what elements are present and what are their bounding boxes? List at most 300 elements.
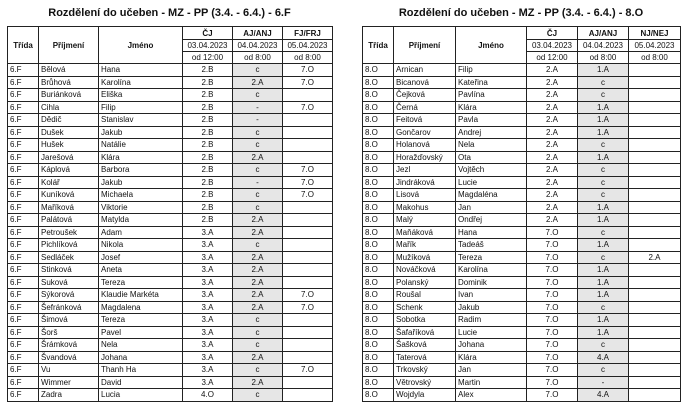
cell-prijmeni: Arnican xyxy=(394,64,456,77)
cell-prijmeni: Šorš xyxy=(39,326,99,339)
cell-room-aj: 1.A xyxy=(578,264,629,277)
cell-room-3 xyxy=(283,226,333,239)
cell-room-3 xyxy=(283,239,333,252)
cell-room-3 xyxy=(283,276,333,289)
cell-prijmeni: Cihla xyxy=(39,101,99,114)
cell-room-cj: 7.O xyxy=(527,314,578,327)
cell-room-3 xyxy=(283,339,333,352)
header-col-cj: ČJ xyxy=(183,27,233,40)
cell-room-cj: 2.B xyxy=(183,64,233,77)
cell-jmeno: Pavla xyxy=(456,114,527,127)
cell-trida: 8.O xyxy=(363,301,394,314)
cell-prijmeni: Šrámková xyxy=(39,339,99,352)
cell-room-cj: 7.O xyxy=(527,239,578,252)
cell-prijmeni: Malý xyxy=(394,214,456,227)
cell-room-cj: 2.A xyxy=(527,89,578,102)
cell-trida: 6.F xyxy=(8,101,39,114)
cell-room-aj: 1.A xyxy=(578,326,629,339)
table-row xyxy=(363,314,681,327)
cell-room-aj: 1.A xyxy=(578,314,629,327)
table-row xyxy=(363,389,681,402)
table-row xyxy=(363,289,681,302)
header-date: 03.04.2023 xyxy=(527,40,578,52)
cell-trida: 8.O xyxy=(363,239,394,252)
cell-jmeno: Adam xyxy=(99,226,183,239)
cell-room-aj: c xyxy=(233,326,283,339)
cell-trida: 8.O xyxy=(363,176,394,189)
table-row xyxy=(8,239,333,252)
header-prijmeni: Příjmení xyxy=(39,27,99,64)
cell-prijmeni: Holanová xyxy=(394,139,456,152)
cell-prijmeni: Wojdyla xyxy=(394,389,456,402)
cell-room-aj: c xyxy=(578,364,629,377)
cell-jmeno: Jan xyxy=(456,364,527,377)
cell-trida: 6.F xyxy=(8,351,39,364)
cell-room-aj: c xyxy=(578,76,629,89)
cell-trida: 8.O xyxy=(363,389,394,402)
cell-room-cj: 7.O xyxy=(527,289,578,302)
cell-trida: 8.O xyxy=(363,339,394,352)
cell-room-3 xyxy=(629,389,681,402)
cell-room-cj: 2.B xyxy=(183,214,233,227)
cell-room-3 xyxy=(629,176,681,189)
cell-room-cj: 2.B xyxy=(183,126,233,139)
cell-room-aj: 2.A xyxy=(233,76,283,89)
cell-room-3 xyxy=(629,264,681,277)
cell-jmeno: Eliška xyxy=(99,89,183,102)
cell-trida: 6.F xyxy=(8,201,39,214)
header-time: od 12:00 xyxy=(183,52,233,64)
cell-prijmeni: Pichlíková xyxy=(39,239,99,252)
cell-room-aj: c xyxy=(578,226,629,239)
cell-room-3 xyxy=(283,376,333,389)
cell-room-aj: 2.A xyxy=(233,214,283,227)
table-row xyxy=(8,151,333,164)
table-row xyxy=(8,201,333,214)
cell-room-cj: 7.O xyxy=(527,339,578,352)
cell-prijmeni: Švandová xyxy=(39,351,99,364)
table-row xyxy=(363,101,681,114)
cell-jmeno: Thanh Ha xyxy=(99,364,183,377)
header-time: od 12:00 xyxy=(527,52,578,64)
table-row xyxy=(363,264,681,277)
cell-prijmeni: Čejková xyxy=(394,89,456,102)
cell-room-aj: c xyxy=(233,364,283,377)
header-time: od 8:00 xyxy=(283,52,333,64)
table-row xyxy=(8,289,333,302)
cell-trida: 6.F xyxy=(8,314,39,327)
cell-room-3 xyxy=(283,326,333,339)
cell-room-cj: 2.B xyxy=(183,101,233,114)
cell-trida: 8.O xyxy=(363,364,394,377)
cell-room-cj: 3.A xyxy=(183,339,233,352)
cell-room-cj: 2.B xyxy=(183,201,233,214)
cell-room-3 xyxy=(629,214,681,227)
cell-prijmeni: Jarešová xyxy=(39,151,99,164)
cell-room-cj: 7.O xyxy=(527,251,578,264)
cell-prijmeni: Káplová xyxy=(39,164,99,177)
cell-room-3 xyxy=(283,151,333,164)
cell-prijmeni: Šefránková xyxy=(39,301,99,314)
cell-room-3 xyxy=(629,64,681,77)
cell-room-aj: c xyxy=(578,176,629,189)
cell-trida: 8.O xyxy=(363,201,394,214)
cell-jmeno: Aneta xyxy=(99,264,183,277)
cell-jmeno: Hana xyxy=(99,64,183,77)
cell-room-cj: 3.A xyxy=(183,326,233,339)
cell-room-3 xyxy=(629,151,681,164)
table-row xyxy=(363,89,681,102)
cell-trida: 8.O xyxy=(363,351,394,364)
table-row xyxy=(363,126,681,139)
cell-room-3: 7.O xyxy=(283,76,333,89)
cell-room-aj: 2.A xyxy=(233,226,283,239)
cell-room-cj: 2.B xyxy=(183,114,233,127)
cell-jmeno: Jan xyxy=(456,201,527,214)
cell-room-3 xyxy=(629,276,681,289)
cell-room-aj: c xyxy=(578,189,629,202)
cell-room-cj: 3.A xyxy=(183,376,233,389)
cell-room-3 xyxy=(629,89,681,102)
cell-prijmeni: Sýkorová xyxy=(39,289,99,302)
table-row xyxy=(8,76,333,89)
cell-room-aj: 1.A xyxy=(578,151,629,164)
table-row xyxy=(8,351,333,364)
cell-trida: 6.F xyxy=(8,376,39,389)
cell-jmeno: Jakub xyxy=(99,126,183,139)
cell-prijmeni: Feitová xyxy=(394,114,456,127)
cell-jmeno: Vojtěch xyxy=(456,164,527,177)
cell-room-cj: 3.A xyxy=(183,276,233,289)
table-row xyxy=(8,389,333,402)
cell-room-3 xyxy=(283,139,333,152)
cell-jmeno: Klára xyxy=(456,351,527,364)
cell-room-3: 7.O xyxy=(283,64,333,77)
table-row xyxy=(8,226,333,239)
cell-trida: 8.O xyxy=(363,214,394,227)
cell-room-cj: 7.O xyxy=(527,326,578,339)
cell-jmeno: Johana xyxy=(99,351,183,364)
cell-trida: 8.O xyxy=(363,251,394,264)
cell-trida: 8.O xyxy=(363,101,394,114)
header-jmeno: Jméno xyxy=(456,27,527,64)
cell-room-aj: 2.A xyxy=(233,264,283,277)
table-row xyxy=(363,164,681,177)
cell-trida: 6.F xyxy=(8,64,39,77)
cell-room-cj: 7.O xyxy=(527,364,578,377)
cell-trida: 6.F xyxy=(8,289,39,302)
cell-room-3 xyxy=(629,101,681,114)
cell-jmeno: Karolína xyxy=(99,76,183,89)
cell-jmeno: Alex xyxy=(456,389,527,402)
cell-room-3: 2.A xyxy=(629,251,681,264)
table-row xyxy=(363,351,681,364)
cell-trida: 6.F xyxy=(8,301,39,314)
cell-trida: 8.O xyxy=(363,264,394,277)
cell-prijmeni: Nováčková xyxy=(394,264,456,277)
cell-trida: 6.F xyxy=(8,76,39,89)
cell-prijmeni: Brůhová xyxy=(39,76,99,89)
table-row xyxy=(363,226,681,239)
cell-trida: 6.F xyxy=(8,226,39,239)
cell-room-3 xyxy=(629,126,681,139)
panel-6f xyxy=(7,0,332,402)
cell-room-cj: 2.A xyxy=(527,76,578,89)
header-col-fj: FJ/FRJ xyxy=(283,27,333,40)
cell-room-aj: 2.A xyxy=(233,351,283,364)
cell-room-aj: 4.A xyxy=(578,389,629,402)
table-row xyxy=(8,276,333,289)
cell-jmeno: Nela xyxy=(99,339,183,352)
table-row xyxy=(8,251,333,264)
header-col-aj: AJ/ANJ xyxy=(578,27,629,40)
cell-prijmeni: Vu xyxy=(39,364,99,377)
cell-room-3 xyxy=(629,114,681,127)
header-date: 03.04.2023 xyxy=(183,40,233,52)
cell-jmeno: Josef xyxy=(99,251,183,264)
table-row xyxy=(8,264,333,277)
cell-prijmeni: Kolář xyxy=(39,176,99,189)
cell-room-aj: 1.A xyxy=(578,101,629,114)
cell-trida: 8.O xyxy=(363,164,394,177)
table-row xyxy=(363,151,681,164)
cell-room-aj: 2.A xyxy=(233,151,283,164)
cell-jmeno: Hana xyxy=(456,226,527,239)
cell-room-aj: 1.A xyxy=(578,239,629,252)
table-row xyxy=(363,114,681,127)
cell-prijmeni: Wimmer xyxy=(39,376,99,389)
cell-room-cj: 7.O xyxy=(527,301,578,314)
cell-trida: 6.F xyxy=(8,114,39,127)
cell-jmeno: Tereza xyxy=(99,314,183,327)
table-row xyxy=(8,101,333,114)
cell-room-aj: c xyxy=(233,89,283,102)
cell-room-aj: c xyxy=(233,389,283,402)
cell-room-cj: 3.A xyxy=(183,351,233,364)
cell-prijmeni: Gončarov xyxy=(394,126,456,139)
cell-jmeno: Filip xyxy=(456,64,527,77)
cell-prijmeni: Bicanová xyxy=(394,76,456,89)
cell-prijmeni: Zadra xyxy=(39,389,99,402)
cell-trida: 6.F xyxy=(8,239,39,252)
table-row xyxy=(363,339,681,352)
cell-prijmeni: Makohus xyxy=(394,201,456,214)
cell-room-cj: 2.B xyxy=(183,189,233,202)
cell-room-cj: 7.O xyxy=(527,376,578,389)
table-row xyxy=(8,189,333,202)
cell-trida: 6.F xyxy=(8,89,39,102)
table-title-8o: Rozdělení do učeben - MZ - PP (3.4. - 6.4.) - 8.O xyxy=(398,7,644,19)
cell-room-3: 7.O xyxy=(283,364,333,377)
cell-room-cj: 2.B xyxy=(183,89,233,102)
cell-room-3 xyxy=(629,239,681,252)
cell-room-aj: 2.A xyxy=(233,251,283,264)
table-row xyxy=(363,251,681,264)
cell-prijmeni: Sedláček xyxy=(39,251,99,264)
cell-jmeno: Nela xyxy=(456,139,527,152)
header-date: 04.04.2023 xyxy=(233,40,283,52)
cell-room-cj: 3.A xyxy=(183,364,233,377)
cell-room-aj: c xyxy=(233,164,283,177)
cell-room-cj: 2.B xyxy=(183,76,233,89)
cell-jmeno: Tadeáš xyxy=(456,239,527,252)
cell-prijmeni: Petroušek xyxy=(39,226,99,239)
cell-prijmeni: Jezl xyxy=(394,164,456,177)
cell-prijmeni: Bělová xyxy=(39,64,99,77)
cell-jmeno: Kateřina xyxy=(456,76,527,89)
cell-room-3 xyxy=(629,301,681,314)
table-row xyxy=(363,276,681,289)
cell-jmeno: Jakub xyxy=(99,176,183,189)
cell-room-3: 7.O xyxy=(283,301,333,314)
cell-room-cj: 3.A xyxy=(183,251,233,264)
cell-jmeno: Matylda xyxy=(99,214,183,227)
cell-room-aj: - xyxy=(233,101,283,114)
cell-room-aj: - xyxy=(233,176,283,189)
cell-prijmeni: Suková xyxy=(39,276,99,289)
table-body-6f xyxy=(8,64,333,402)
cell-room-cj: 3.A xyxy=(183,289,233,302)
cell-trida: 6.F xyxy=(8,126,39,139)
cell-prijmeni: Kuníková xyxy=(39,189,99,202)
cell-jmeno: Tereza xyxy=(456,251,527,264)
cell-room-cj: 2.A xyxy=(527,176,578,189)
cell-room-cj: 3.A xyxy=(183,314,233,327)
cell-prijmeni: Mařík xyxy=(394,239,456,252)
cell-room-3 xyxy=(283,264,333,277)
header-time: od 8:00 xyxy=(629,52,681,64)
cell-trida: 8.O xyxy=(363,326,394,339)
cell-room-aj: c xyxy=(233,239,283,252)
cell-prijmeni: Šašková xyxy=(394,339,456,352)
cell-room-3 xyxy=(283,201,333,214)
cell-room-3: 7.O xyxy=(283,289,333,302)
table-row xyxy=(363,176,681,189)
cell-prijmeni: Schenk xyxy=(394,301,456,314)
cell-prijmeni: Roušal xyxy=(394,289,456,302)
header-date: 04.04.2023 xyxy=(578,40,629,52)
cell-trida: 6.F xyxy=(8,176,39,189)
cell-jmeno: David xyxy=(99,376,183,389)
cell-room-3 xyxy=(629,376,681,389)
cell-jmeno: Lucie xyxy=(456,176,527,189)
cell-room-aj: c xyxy=(578,139,629,152)
cell-room-cj: 7.O xyxy=(527,389,578,402)
cell-trida: 6.F xyxy=(8,264,39,277)
cell-prijmeni: Větrovský xyxy=(394,376,456,389)
table-row xyxy=(363,189,681,202)
cell-room-3 xyxy=(629,339,681,352)
panel-8o xyxy=(362,0,680,402)
cell-room-3 xyxy=(629,314,681,327)
header-time: od 8:00 xyxy=(233,52,283,64)
cell-room-3 xyxy=(629,76,681,89)
cell-prijmeni: Buriánková xyxy=(39,89,99,102)
cell-prijmeni: Taterová xyxy=(394,351,456,364)
cell-trida: 8.O xyxy=(363,289,394,302)
cell-prijmeni: Jindráková xyxy=(394,176,456,189)
cell-jmeno: Klára xyxy=(456,101,527,114)
table-row xyxy=(8,376,333,389)
cell-trida: 8.O xyxy=(363,376,394,389)
table-row xyxy=(8,326,333,339)
cell-room-3 xyxy=(283,114,333,127)
cell-room-3: 7.O xyxy=(283,189,333,202)
table-row xyxy=(8,364,333,377)
cell-jmeno: Pavel xyxy=(99,326,183,339)
cell-jmeno: Natálie xyxy=(99,139,183,152)
table-row xyxy=(363,64,681,77)
cell-room-cj: 2.A xyxy=(527,64,578,77)
cell-room-3: 7.O xyxy=(283,101,333,114)
cell-room-cj: 2.A xyxy=(527,151,578,164)
cell-room-3 xyxy=(283,314,333,327)
cell-jmeno: Ivan xyxy=(456,289,527,302)
cell-room-aj: c xyxy=(233,139,283,152)
cell-trida: 6.F xyxy=(8,151,39,164)
header-prijmeni: Příjmení xyxy=(394,27,456,64)
cell-prijmeni: Šimová xyxy=(39,314,99,327)
table-row xyxy=(363,326,681,339)
header-date: 05.04.2023 xyxy=(629,40,681,52)
cell-room-cj: 2.A xyxy=(527,114,578,127)
cell-room-3 xyxy=(283,89,333,102)
cell-jmeno: Michaela xyxy=(99,189,183,202)
cell-room-cj: 7.O xyxy=(527,276,578,289)
table-row xyxy=(363,364,681,377)
cell-room-3 xyxy=(283,251,333,264)
header-col-aj: AJ/ANJ xyxy=(233,27,283,40)
cell-jmeno: Klára xyxy=(99,151,183,164)
cell-prijmeni: Polanský xyxy=(394,276,456,289)
cell-prijmeni: Palátová xyxy=(39,214,99,227)
cell-trida: 8.O xyxy=(363,89,394,102)
cell-jmeno: Lucia xyxy=(99,389,183,402)
cell-room-3: 7.O xyxy=(283,164,333,177)
cell-prijmeni: Stinková xyxy=(39,264,99,277)
table-6f xyxy=(7,26,333,402)
cell-room-3 xyxy=(283,389,333,402)
cell-room-cj: 2.A xyxy=(527,139,578,152)
table-row xyxy=(363,301,681,314)
table-row xyxy=(8,64,333,77)
cell-room-3 xyxy=(283,126,333,139)
cell-room-aj: c xyxy=(233,64,283,77)
cell-prijmeni: Horažďovský xyxy=(394,151,456,164)
cell-room-cj: 3.A xyxy=(183,301,233,314)
cell-room-cj: 2.A xyxy=(527,214,578,227)
cell-room-aj: c xyxy=(233,189,283,202)
header-trida: Třída xyxy=(8,27,39,64)
cell-room-aj: 1.A xyxy=(578,201,629,214)
cell-room-aj: c xyxy=(578,251,629,264)
table-row xyxy=(8,176,333,189)
cell-trida: 8.O xyxy=(363,76,394,89)
table-row xyxy=(363,214,681,227)
cell-room-aj: 2.A xyxy=(233,276,283,289)
table-row xyxy=(8,114,333,127)
cell-prijmeni: Maňáková xyxy=(394,226,456,239)
cell-trida: 6.F xyxy=(8,189,39,202)
cell-trida: 6.F xyxy=(8,326,39,339)
cell-room-aj: 4.A xyxy=(578,351,629,364)
cell-room-aj: 2.A xyxy=(233,289,283,302)
cell-trida: 8.O xyxy=(363,276,394,289)
cell-room-3 xyxy=(629,364,681,377)
cell-trida: 8.O xyxy=(363,314,394,327)
cell-room-aj: 1.A xyxy=(578,214,629,227)
table-title-6f: Rozdělení do učeben - MZ - PP (3.4. - 6.4.) - 6.F xyxy=(48,7,291,19)
